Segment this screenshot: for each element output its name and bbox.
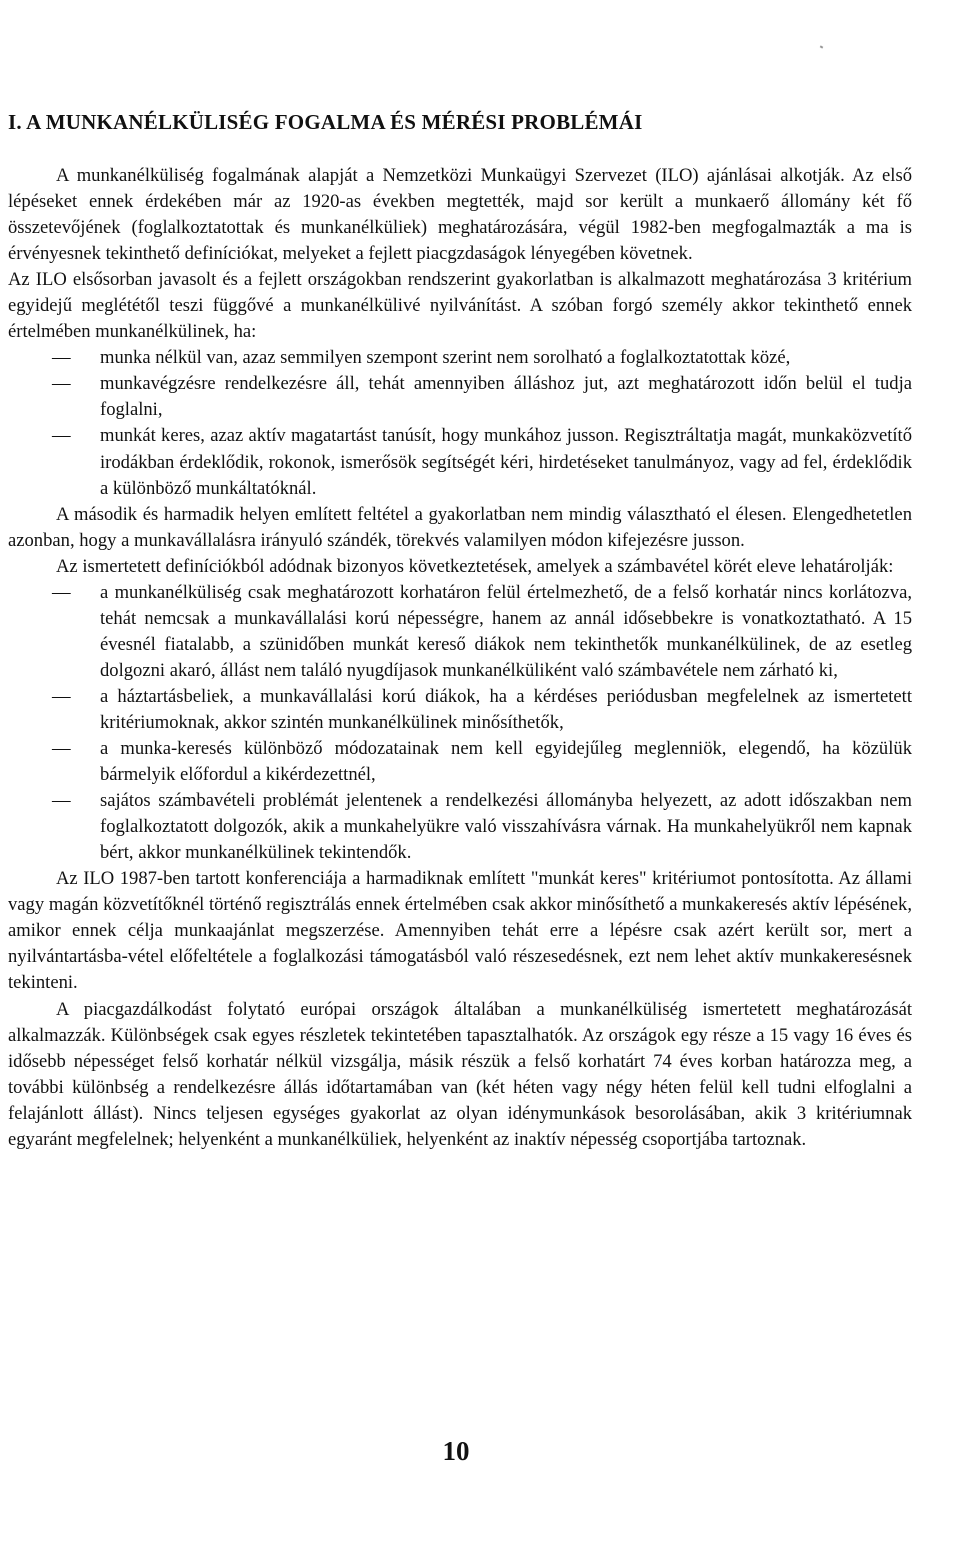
dash-bullet: — (52, 373, 71, 395)
list-item-text: munkát keres, azaz aktív magatartást tanúsít, hogy munkához jusson. Regisztráltatja magát, munkaközvetítő irodákban érdeklődik, rokonok, ismerősök segítségét kéri, hirdetéseket tanulmányoz, vagy ad fel, érdeklődik a különböző munkáltatóknál. (100, 425, 912, 499)
list-item (8, 736, 912, 788)
dash-bullet: — (52, 581, 71, 603)
list-item (8, 684, 912, 736)
dash-bullet: — (52, 347, 71, 369)
paragraph-ilo-intro: A munkanélküliség fogalmának alapját a Nemzetközi Munkaügyi Szervezet (ILO) ajánlásai alkotják. Az első lépéseket ennek érdekében már az 1920-as években megtették, majd sor került a munkaerő állomány két fő összetevőjének (foglalkoztatottak és munkanélküliek) meghatározására, végül 1982-ben megfogalmazták a ma is érvényesnek tekinthető definíciókat, melyeket a fejlett piacgzdaságok lényegében követnek. (8, 165, 912, 265)
scan-speck (820, 45, 824, 48)
list-item (8, 345, 912, 371)
paragraph-ilo-criteria: Az ILO elsősorban javasolt és a fejlett országokban rendszerint gyakorlatban is alkalmazott meghatározása 3 kritérium egyidejű meglététől teszi függővé a munkanélkülivé nyilvánítást. A szóban forgó személy akkor tekinthető ennek értelmében munkanélkülinek, ha: (8, 269, 912, 343)
list-item (8, 423, 912, 501)
paragraph-european-practice: A piacgazdálkodást folytató európai országok általában a munkanélküliség ismertetett meghatározását alkalmazzák. Különbségek csak egyes részletek tekintetében tapasztalhatók. Az országok egy része a 15 vagy 16 éves és idősebb népességet felső korhatár nélkül vizsgálja, másik részük a felső korhatárt 74 éves korban határozza meg, a további különbség a rendelkezésre állás időtartamában van (két héten vagy négy héten felül kell tudni elfoglalni a felajánlott állást). Nincs teljesen egységes gyakorlat az olyan idénymunkások besorolásában, akik 3 kritériumnak egyaránt megfelelnek; helyenként a munkanélküliek, helyenként az inaktív népesség csoportjába tartoznak. (8, 998, 912, 1150)
list-item-text: munka nélkül van, azaz semmilyen szempont szerint nem sorolható a foglalkoztatottak közé, (100, 347, 791, 369)
list-item-text: a háztartásbeliek, a munkavállalási korú diákok, ha a kérdéses periódusban megfelelnek az ismertetett kritériumoknak, akkor szintén munkanélkülinek minősíthetők, (100, 685, 912, 733)
list-item (8, 580, 912, 684)
list-item-text: a munkanélküliség csak meghatározott korhatáron felül értelmezhető, de a felső korhatár nincs korlátozva, tehát nemcsak a munkavállalási korú népességre, hanem az annál idősebbekre is vonatkoztatható. A 15 évesnél fiatalabb, a szünidőben munkát kereső diákok nem tekinthetők munkanélkülinek, de az esetleg dolgozni akaró, állást nem találó nyugdíjasok munkanélküliként való számbavétele nem zárható ki, (100, 581, 912, 681)
body-text (8, 163, 912, 1153)
list-item-text: sajátos számbavételi problémát jelentenek a rendelkezési állományba helyezett, az adott időszakban nem foglalkoztatott dolgozók, akik a munkahelyükre való visszahívásra várnak. Ha munkahelyükről nem kapnak bért, akkor munkanélkülinek tekintendők. (100, 790, 912, 864)
criteria-list (8, 345, 912, 501)
paragraph-ilo-1987: Az ILO 1987-ben tartott konferenciája a harmadiknak említett "munkát keres" kritériumot pontosította. Az állami vagy magán közvetítőknél történő regisztrálás ennek értelmében csak akkor minősíthető a munkakeresés aktív lépésének, amikor ennek célja munkaajánlat megszerzése. Amennyiben tehát erre a lépésre csak azért került sor, mert a nyilvántartásba-vétel előfeltétele a foglalkozási támogatásból való részesedésnek, ezt nem lehet aktív munkakeresésnek tekinteni. (8, 868, 912, 994)
dash-bullet: — (52, 685, 71, 707)
paragraph-conclusions-intro: Az ismertetett definíciókból adódnak bizonyos következtetések, amelyek a számbavétel körét eleve lehatárolják: (56, 555, 894, 577)
paragraph-second-third: A második és harmadik helyen említett feltétel a gyakorlatban nem mindig választható el élesen. Elengedhetetlen azonban, hogy a munkavállalásra irányuló szándék, törekvés valamilyen módon kifejezésre jusson. (8, 503, 912, 551)
page-number: 10 (442, 1436, 470, 1466)
list-item-text: a munka-keresés különböző módozatainak nem kell egyidejűleg meglenniök, elegendő, ha közülük bármelyik előfordul a kikérdezettnél, (100, 738, 912, 786)
list-item (8, 371, 912, 423)
list-item-text: munkavégzésre rendelkezésre áll, tehát amennyiben álláshoz jut, azt meghatározott időn belül el tudja foglalni, (100, 373, 912, 421)
dash-bullet: — (52, 738, 71, 760)
dash-bullet: — (52, 790, 71, 812)
conclusions-list (8, 580, 912, 867)
dash-bullet: — (52, 425, 71, 447)
chapter-heading: I. A MUNKANÉLKÜLISÉG FOGALMA ÉS MÉRÉSI PROBLÉMÁI (8, 110, 643, 134)
list-item (8, 788, 912, 866)
